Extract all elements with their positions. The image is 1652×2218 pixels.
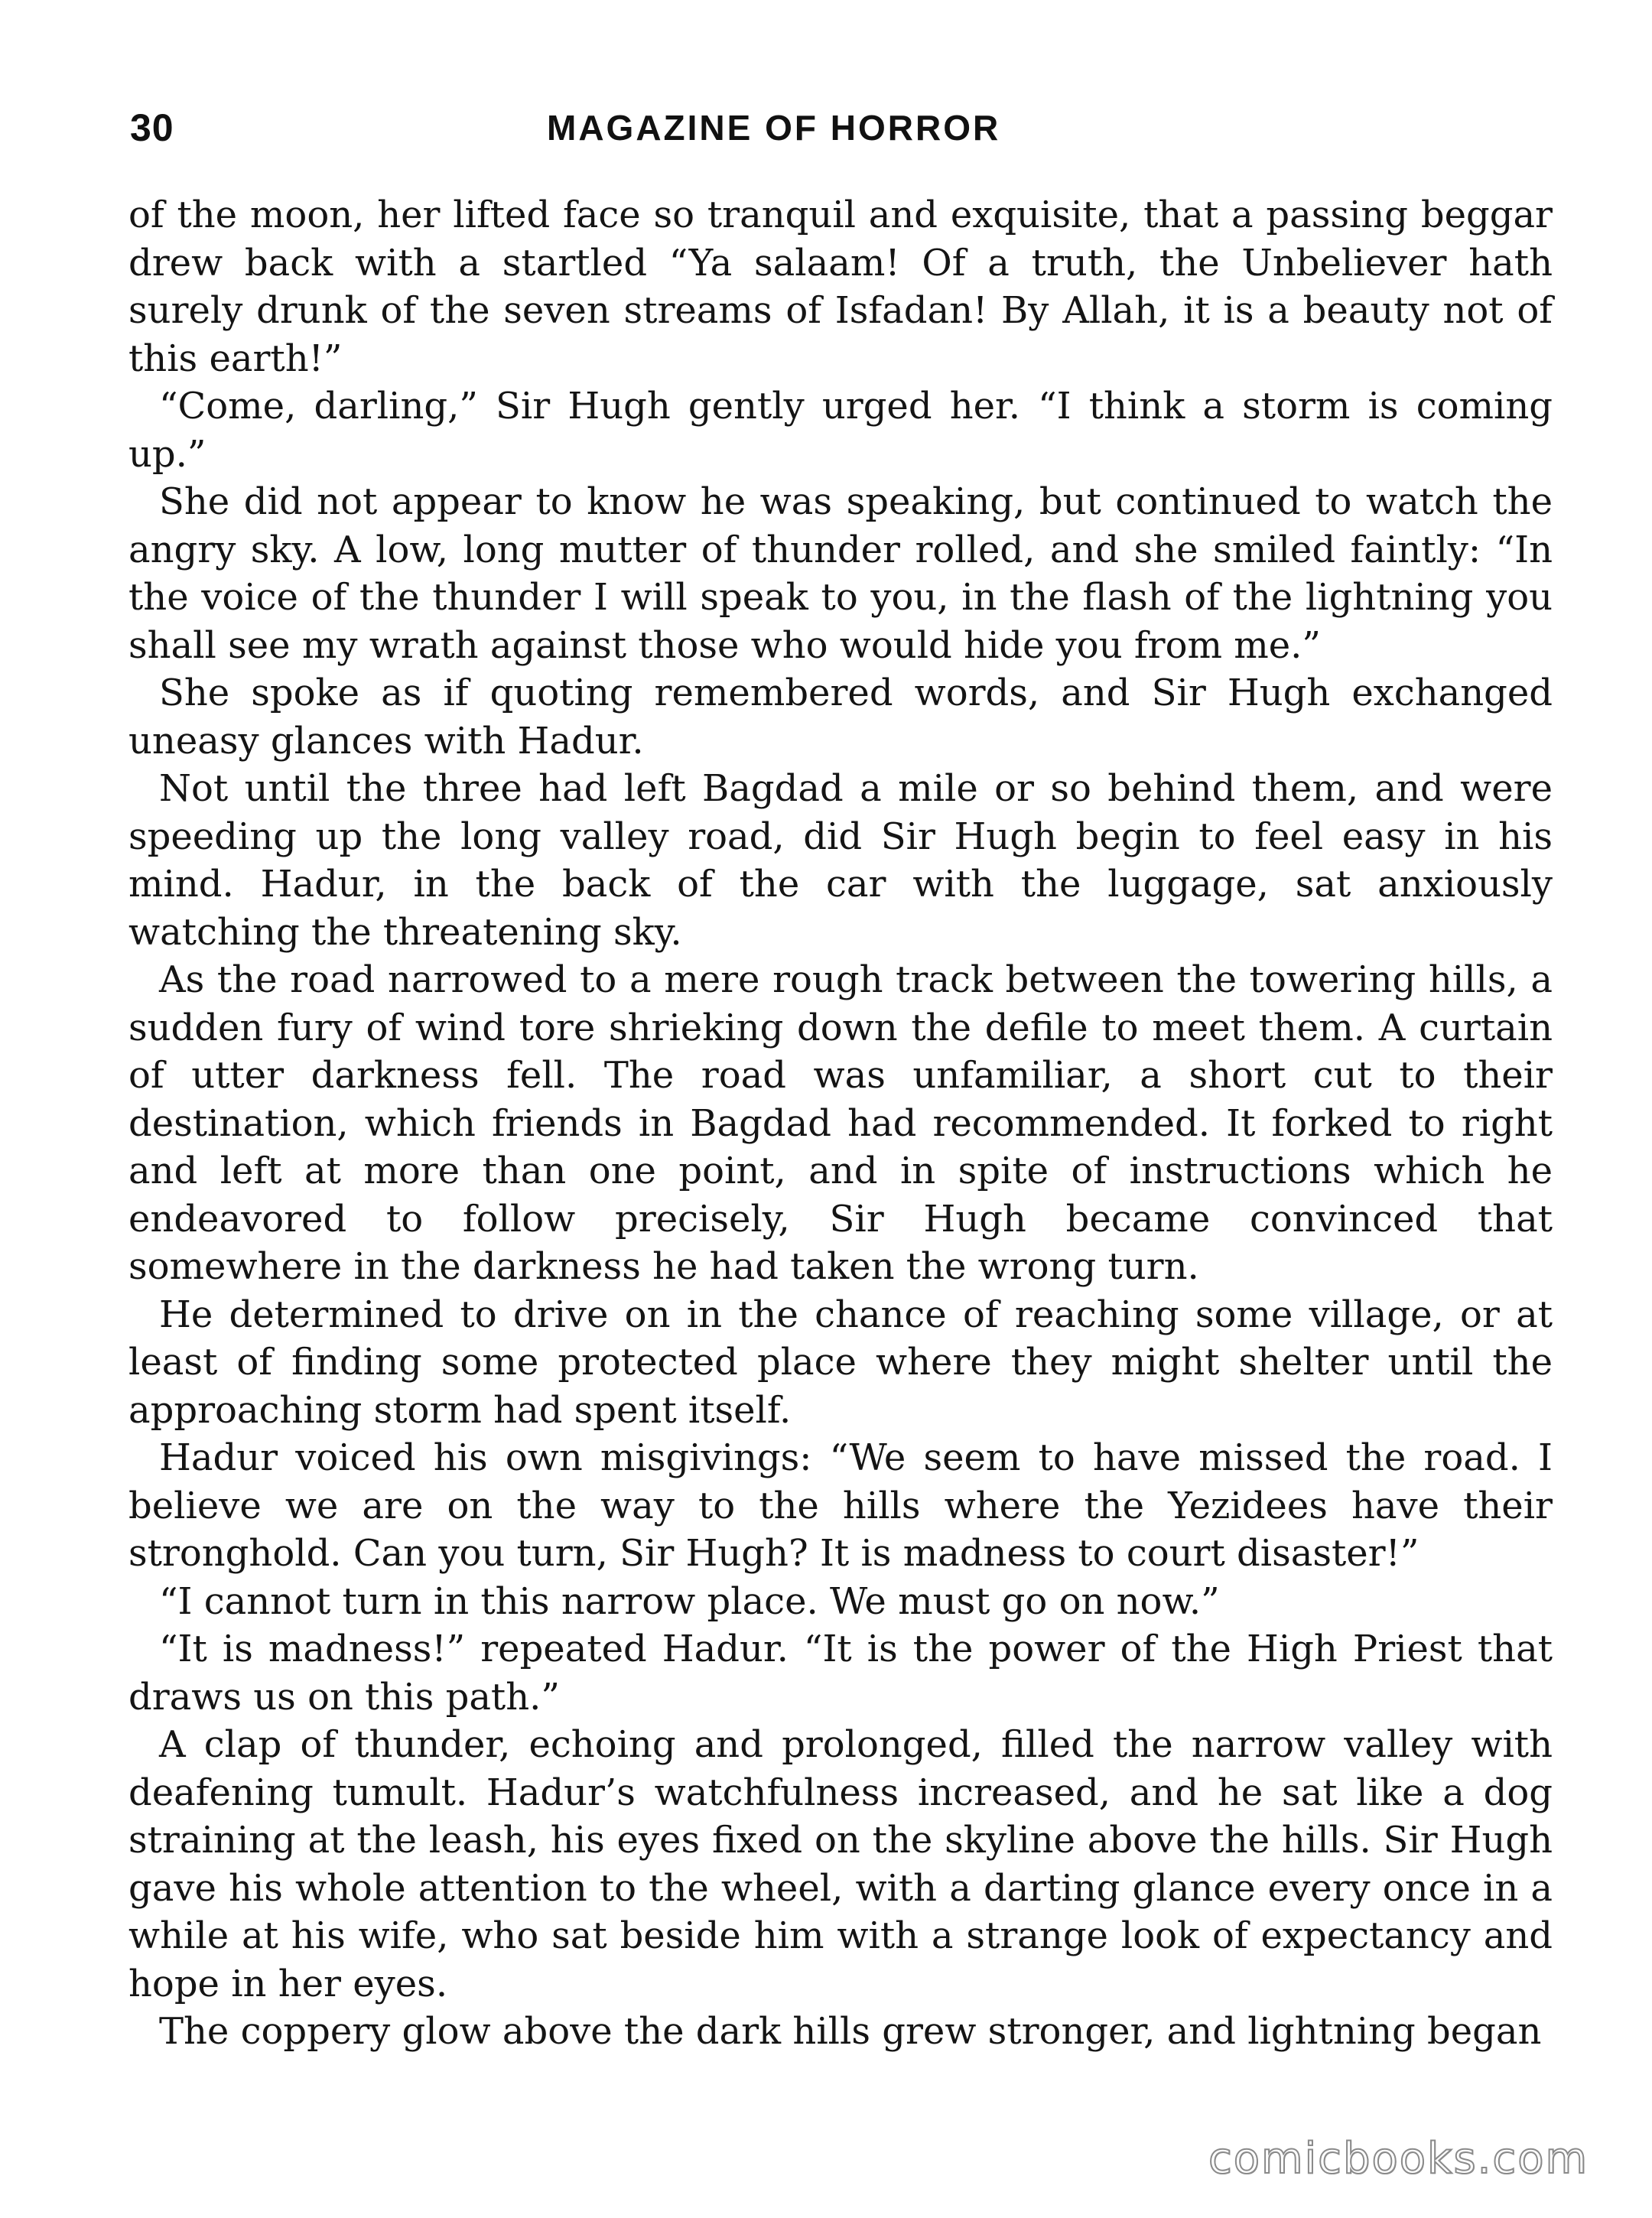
paragraph: Not until the three had left Bagdad a mile or so behind them, and were speeding up the long valley road, did Sir Hugh begin to feel easy in his mind. Hadur, in the back of the car with the luggage, sat anxiously watching the threatening sky. <box>128 767 1553 954</box>
paragraph: She did not appear to know he was speaking, but continued to watch the angry sky. A low, long mutter of thunder rolled, and she smiled faintly: “In the voice of the thunder I will speak to you, in the flash of the lightning you shall see my wrath against those who would hide you from me.” <box>128 480 1553 667</box>
paragraph: “I cannot turn in this narrow place. We must go on now.” <box>159 1579 1220 1623</box>
story-text <box>128 191 1553 2056</box>
running-head: MAGAZINE OF HORROR <box>547 108 1001 148</box>
paragraph: She spoke as if quoting remembered words, and Sir Hugh exchanged uneasy glances with Hadur. <box>128 672 1553 763</box>
watermark: comicbooks.com <box>1208 2134 1589 2184</box>
page-number: 30 <box>130 106 174 149</box>
paragraph: Hadur voiced his own misgivings: “We seem to have missed the road. I believe we are on the way to the hills where the Yezidees have their stronghold. Can you turn, Sir Hugh? It is madness to court disaster!” <box>128 1436 1553 1575</box>
paragraph: He determined to drive on in the chance of reaching some village, or at least of finding some protected place where they might shelter until the approaching storm had spent itself. <box>128 1293 1553 1432</box>
paragraph: A clap of thunder, echoing and prolonged, filled the narrow valley with deafening tumult. Hadur’s watchfulness increased, and he sat like a dog straining at the leash, his eyes fixed on the skyline above the hills. Sir Hugh gave his whole attention to the wheel, with a darting glance every once in a while at his wife, who sat beside him with a strange look of expectancy and hope in her eyes. <box>128 1723 1553 2005</box>
paragraph: The coppery glow above the dark hills grew stronger, and lightning began <box>159 2010 1542 2053</box>
paragraph: As the road narrowed to a mere rough track between the towering hills, a sudden fury of wind tore shrieking down the defile to meet them. A curtain of utter darkness fell. The road was unfamiliar, a short cut to their destination, which friends in Bagdad had recommended. It forked to right and left at more than one point, and in spite of instructions which he endeavored to follow precisely, Sir Hugh became convinced that somewhere in the darkness he had taken the wrong turn. <box>128 958 1553 1288</box>
paragraph: “It is madness!” repeated Hadur. “It is the power of the High Priest that draws us on this path.” <box>128 1628 1553 1719</box>
paragraph: “Come, darling,” Sir Hugh gently urged her. “I think a storm is coming up.” <box>128 385 1553 476</box>
paragraph: of the moon, her lifted face so tranquil and exquisite, that a passing beggar drew back with a startled “Ya salaam! Of a truth, the Unbeliever hath surely drunk of the seven streams of Isfadan! By Allah, it is a beauty not of this earth!” <box>128 194 1553 380</box>
page-header <box>122 99 1553 161</box>
